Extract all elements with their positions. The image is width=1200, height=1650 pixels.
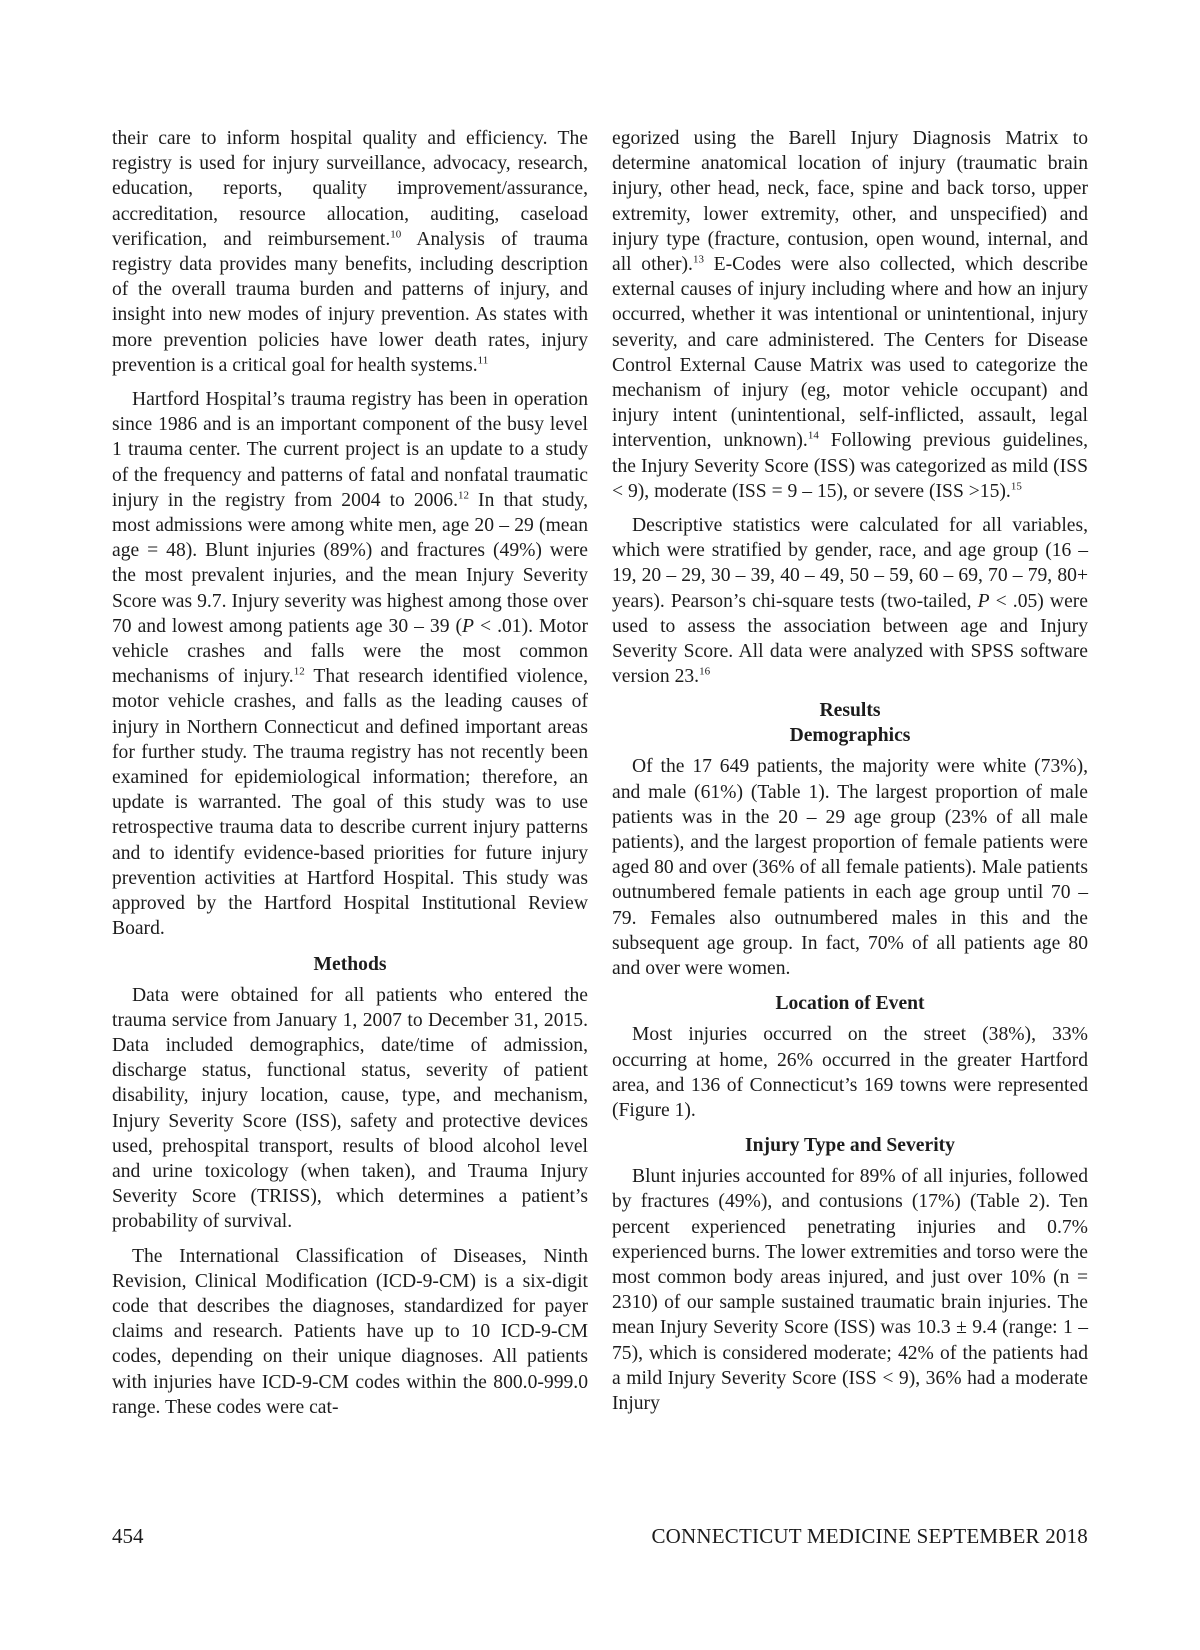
journal-running-footer: CONNECTICUT MEDICINE SEPTEMBER 2018 bbox=[651, 1524, 1088, 1548]
left-column bbox=[112, 126, 588, 1429]
right-column bbox=[612, 126, 1088, 1425]
paragraph-data-obtained: Data were obtained for all patients who entered the trauma service from January 1, 2007 to December 31, 2015. Data included demographics, date/time of admission, discharge status, functional status, severity of patient disability, injury location, cause, type, and mechanism, Injury Severity Score (ISS), safety and protective devices used, prehospital transport, results of blood alcohol level and urine toxicology (when taken), and Trauma Injury Severity Score (TRISS), which determines a patient’s probability of survival. bbox=[112, 984, 588, 1233]
citation-ref: 16 bbox=[699, 665, 711, 678]
text: E-Codes were also collected, which describe external causes of injury including where and how an injury occurred, whether it was intentional or unintentional, injury severity, and care administered. The Centers for Disease Control External Cause Matrix was used to categorize the mechanism of injury (eg, motor vehicle occupant) and injury intent (unintentional, self-inflicted, assault, legal intervention, unknown). bbox=[612, 254, 1088, 452]
citation-ref: 15 bbox=[1010, 480, 1022, 493]
text: Descriptive statistics were calculated for all variables, which were stratified by gender, race, and age group (16 – 19, 20 – 29, 30 – 39, 40 – 49, 50 – 59, 60 – 69, 70 – 79, 80+ years). Pearson’s chi-square tests (two-tailed, bbox=[612, 515, 1088, 612]
paragraph-icd9: The International Classification of Diseases, Ninth Revision, Clinical Modification (ICD-9-CM) is a six-digit code that describes the diagnoses, standardized for payer claims and research. Patients have up to 10 ICD-9-CM codes, depending on their unique diagnoses. All patients with injuries have ICD-9-CM codes within the 800.0-999.0 range. These codes were cat- bbox=[112, 1245, 588, 1418]
citation-ref: 11 bbox=[477, 354, 489, 367]
citation-ref: 12 bbox=[293, 665, 305, 678]
text: That research identified violence, motor vehicle crashes, and falls as the leading causes of injury in Northern Connecticut and defined important areas for further study. The trauma registry has not recently been examined for epidemiological information; therefore, an update is warranted. The goal of this study was to use retrospective trauma data to describe current injury patterns and to identify evidence-based priorities for future injury prevention activities at Hartford Hospital. This study was approved by the Hartford Hospital Institutional Review Board. bbox=[112, 666, 588, 940]
paragraph-hartford-registry bbox=[112, 387, 588, 941]
text: < .01). Motor vehicle crashes and falls were the most common mechanisms of injury. bbox=[112, 615, 588, 688]
paragraph-demographics: Of the 17 649 patients, the majority were white (73%), and male (61%) (Table 1). The largest proportion of male patients was in the 20 – 29 age group (23% of all male patients), and the largest proportion of female patients were aged 80 and over (36% of all female patients). Male patients outnumbered female patients in each age group until 70 – 79. Females also outnumbered males in this and the subsequent age group. In fact, 70% of all patients age 80 and over were women. bbox=[612, 756, 1088, 980]
page-number: 454 bbox=[112, 1524, 144, 1548]
citation-ref: 13 bbox=[692, 253, 704, 266]
citation-ref: 12 bbox=[457, 489, 469, 502]
p-symbol: P bbox=[462, 615, 475, 637]
text: Hartford Hospital’s trauma registry has been in operation since 1986 and is an important component of the busy level 1 trauma center. The current project is an update to a study of the frequency and patterns of fatal and nonfatal traumatic injury in the registry from 2004 to 2006. bbox=[112, 389, 588, 511]
subsection-heading-injury-type: Injury Type and Severity bbox=[745, 1135, 955, 1157]
paragraph-descriptive-statistics bbox=[612, 513, 1088, 689]
citation-ref: 10 bbox=[390, 228, 402, 241]
text: In that study, most admissions were among white men, age 20 – 29 (mean age = 48). Blunt injuries (89%) and fractures (49%) were the most prevalent injuries, and the mean Injury Severity Score was 9.7. Injury severity was highest among those over 70 and lowest among patients age 30 – 39 ( bbox=[112, 489, 589, 637]
subsection-heading-demographics: Demographics bbox=[789, 725, 911, 747]
p-symbol: P bbox=[977, 590, 990, 612]
section-heading-methods: Methods bbox=[313, 953, 387, 975]
text: < .05) were used to assess the association between age and Injury Severity Score. All data were analyzed with SPSS software version 23. bbox=[612, 590, 1088, 688]
paragraph-location: Most injuries occurred on the street (38%), 33% occurring at home, 26% occurred in the greater Hartford area, and 136 of Connecticut’s 169 towns were represented (Figure 1). bbox=[612, 1024, 1088, 1121]
subsection-heading-location: Location of Event bbox=[775, 993, 925, 1015]
citation-ref: 14 bbox=[807, 429, 819, 442]
text: Analysis of trauma registry data provides many benefits, including description of the overall trauma burden and patterns of injury, and insight into new modes of injury prevention. As states with more prevention policies have lower death rates, injury prevention is a critical goal for health systems. bbox=[112, 228, 588, 376]
section-heading-results: Results bbox=[819, 700, 881, 722]
paragraph-registry-uses bbox=[112, 126, 588, 378]
text: egorized using the Barell Injury Diagnosis Matrix to determine anatomical location of injury (traumatic brain injury, other head, neck, face, spine and back torso, upper extremity, lower extremity, other, and unspecified) and injury type (fracture, contusion, open wound, internal, and all other). bbox=[612, 128, 1088, 276]
paragraph-injury-type: Blunt injuries accounted for 89% of all injuries, followed by fractures (49%), and contusions (17%) (Table 2). Ten percent experienced penetrating injuries and 0.7% experienced burns. The lower extremities and torso were the most common body areas injured, and just over 10% (n = 2310) of our sample sustained traumatic brain injuries. The mean Injury Severity Score (ISS) was 10.3 ± 9.4 (range: 1 – 75), which is considered moderate; 42% of the patients had a mild Injury Severity Score (ISS < 9), 36% had a moderate Injury bbox=[612, 1166, 1088, 1414]
text: Following previous guidelines, the Injury Severity Score (ISS) was categorized as mild (ISS < 9), moderate (ISS = 9 – 15), or severe (ISS >15). bbox=[612, 430, 1088, 502]
paragraph-barell-matrix bbox=[612, 126, 1088, 504]
text: their care to inform hospital quality and efficiency. The registry is used for injury surveillance, advocacy, research, education, reports, quality improvement/assurance, accreditation, resource allocation, auditing, caseload verification, and reimbursement. bbox=[112, 128, 588, 250]
